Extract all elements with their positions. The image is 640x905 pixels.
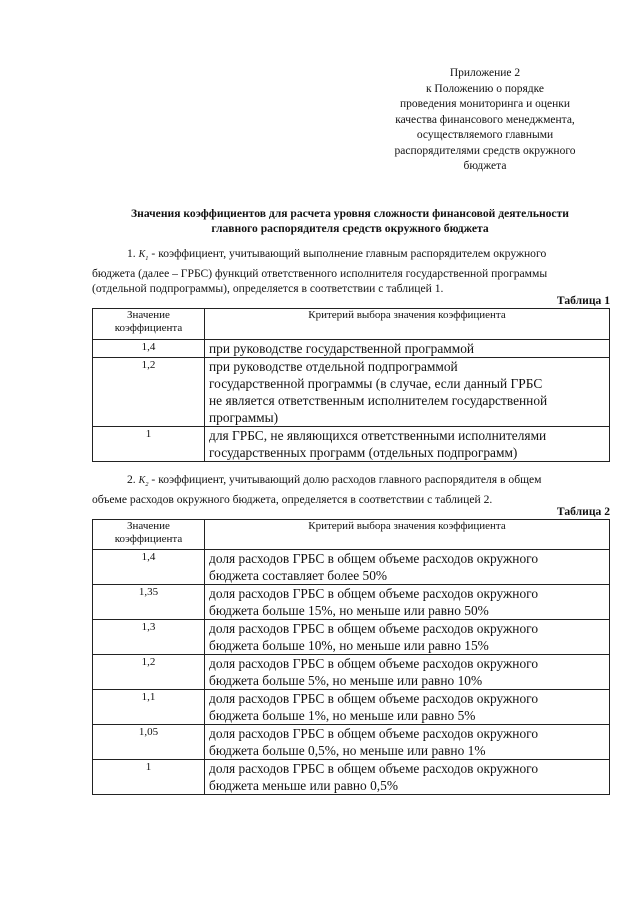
coefficient-value: 1,05 bbox=[93, 725, 205, 760]
table-row bbox=[93, 585, 610, 620]
criterion-cell: при руководстве государственной программой bbox=[205, 340, 610, 358]
appendix-line: качества финансового менеджмента, bbox=[395, 113, 575, 126]
appendix-line: распорядителями средств окружного bbox=[394, 144, 576, 157]
appendix-header bbox=[360, 66, 610, 175]
coefficient-symbol: $K_1$ bbox=[138, 249, 149, 262]
section-text: - коэффициент, учитывающий выполнение главным распорядителем окружного bbox=[148, 247, 547, 260]
coefficient-value: 1,3 bbox=[93, 620, 205, 655]
coefficient-value: 1,4 bbox=[93, 340, 205, 358]
section-1-paragraph bbox=[92, 246, 612, 296]
section-number: 1. bbox=[127, 247, 136, 260]
coefficient-value: 1,35 bbox=[93, 585, 205, 620]
appendix-line: к Положению о порядке bbox=[425, 82, 545, 95]
table-row bbox=[93, 358, 610, 427]
table-2 bbox=[92, 519, 610, 795]
table-1-caption: Таблица 1 bbox=[556, 294, 610, 307]
table-row bbox=[93, 760, 610, 795]
criterion-cell: доля расходов ГРБС в общем объеме расходов окружного бюджета составляет более 50% bbox=[205, 550, 610, 585]
coefficient-symbol: $K_2$ bbox=[138, 475, 149, 488]
section-2-paragraph bbox=[92, 472, 612, 507]
section-text: (отдельной подпрограммы), определяется в соответствии с таблицей 1. bbox=[92, 282, 444, 295]
column-header-value: Значение коэффициента bbox=[93, 309, 205, 340]
column-header-value: Значение коэффициента bbox=[93, 520, 205, 550]
criterion-cell: при руководстве отдельной подпрограммой государственной программы (в случае, если данный ГРБС не является ответственным исполнителем государственной программы) bbox=[205, 358, 610, 427]
section-text: - коэффициент, учитывающий долю расходов главного распорядителя в общем bbox=[148, 473, 542, 486]
document-title bbox=[60, 206, 640, 236]
coefficient-value: 1 bbox=[93, 427, 205, 462]
table-row bbox=[93, 690, 610, 725]
table-2-caption: Таблица 2 bbox=[556, 505, 610, 518]
table-row bbox=[93, 340, 610, 358]
table-header-row bbox=[93, 309, 610, 340]
table-row bbox=[93, 725, 610, 760]
table-row bbox=[93, 620, 610, 655]
section-text: бюджета (далее – ГРБС) функций ответственного исполнителя государственной программы bbox=[92, 267, 548, 280]
column-header-criterion: Критерий выбора значения коэффициента bbox=[205, 520, 610, 550]
coefficient-value: 1,4 bbox=[93, 550, 205, 585]
criterion-cell: доля расходов ГРБС в общем объеме расходов окружного бюджета больше 0,5%, но меньше или равно 1% bbox=[205, 725, 610, 760]
coefficient-value: 1,1 bbox=[93, 690, 205, 725]
table-row bbox=[93, 550, 610, 585]
criterion-cell: доля расходов ГРБС в общем объеме расходов окружного бюджета больше 10%, но меньше или равно 15% bbox=[205, 620, 610, 655]
criterion-cell: доля расходов ГРБС в общем объеме расходов окружного бюджета больше 5%, но меньше или равно 10% bbox=[205, 655, 610, 690]
table-1 bbox=[92, 308, 610, 462]
appendix-line: бюджета bbox=[463, 160, 507, 172]
criterion-cell: для ГРБС, не являющихся ответственными исполнителями государственных программ (отдельных подпрограмм) bbox=[205, 427, 610, 462]
coefficient-value: 1 bbox=[93, 760, 205, 795]
table-row bbox=[93, 427, 610, 462]
table-row bbox=[93, 655, 610, 690]
coefficient-value: 1,2 bbox=[93, 655, 205, 690]
appendix-line: проведения мониторинга и оценки bbox=[399, 98, 571, 110]
table-header-row bbox=[93, 520, 610, 550]
coefficient-value: 1,2 bbox=[93, 358, 205, 427]
appendix-line: осуществляемого главными bbox=[416, 129, 554, 141]
criterion-cell: доля расходов ГРБС в общем объеме расходов окружного бюджета меньше или равно 0,5% bbox=[205, 760, 610, 795]
criterion-cell: доля расходов ГРБС в общем объеме расходов окружного бюджета больше 15%, но меньше или равно 50% bbox=[205, 585, 610, 620]
section-number: 2. bbox=[127, 473, 136, 486]
section-text: объеме расходов окружного бюджета, определяется в соответствии с таблицей 2. bbox=[92, 493, 493, 506]
column-header-criterion: Критерий выбора значения коэффициента bbox=[205, 309, 610, 340]
title-line: главного распорядителя средств окружного бюджета bbox=[211, 222, 489, 235]
appendix-line: Приложение 2 bbox=[449, 67, 521, 79]
title-line: Значения коэффициентов для расчета уровня сложности финансовой деятельности bbox=[131, 207, 569, 220]
criterion-cell: доля расходов ГРБС в общем объеме расходов окружного бюджета больше 1%, но меньше или равно 5% bbox=[205, 690, 610, 725]
